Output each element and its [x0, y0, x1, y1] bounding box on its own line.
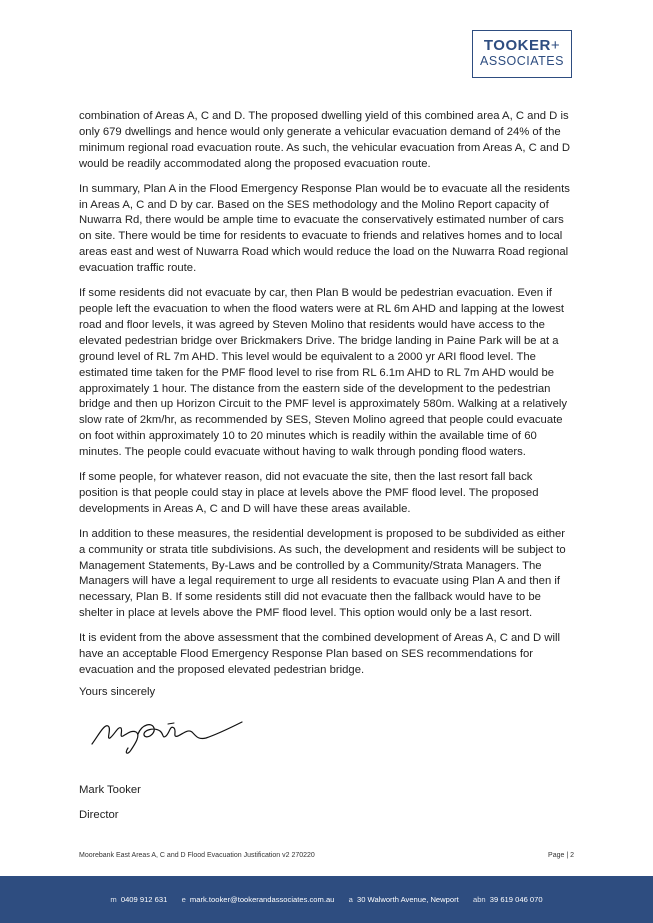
phone-number: 0409 912 631 — [120, 895, 168, 904]
paragraph-1: combination of Areas A, C and D. The proposed dwelling yield of this combined area A, C and D is only 679 dwellings and hence would only generate a vehicular evacuation demand of 24% of the minimum regional road evacuation route. As such, the vehicular evacuation from Areas A, C and D would be readily accommodated along the proposed evacuation route. — [79, 110, 571, 170]
paragraph-5: In addition to these measures, the residential development is proposed to be subdivided as either a community or strata title subdivisions. As such, the development and residents will be subject to Management Statements, By-Laws and be controlled by a Community/Strata Managers. The Managers will have a legal requirement to urge all residents to evacuate using Plan A and then if necessary, Plan B. If some residents still did not evacuate then the fallback would have to be shelter in place at levels above the PMF flood level. This option would only be a last resort. — [79, 527, 566, 620]
signatory-name: Mark Tooker — [79, 784, 141, 796]
logo-word-associates: ASSOCIATES — [480, 54, 564, 68]
address-label: a — [348, 895, 353, 904]
street-address: 30 Walworth Avenue, Newport — [357, 895, 459, 904]
company-logo — [472, 30, 572, 78]
document-reference: Moorebank East Areas A, C and D Flood Evacuation Justification v2 270220 — [79, 852, 315, 859]
email-label: e — [181, 895, 186, 904]
signature-image — [88, 710, 248, 760]
signatory-title: Director — [79, 809, 119, 821]
abn-label: abn — [472, 895, 486, 904]
abn-number: 39 619 046 070 — [489, 895, 543, 904]
logo-word-tooker: TOOKER — [483, 37, 551, 54]
page-number: Page | 2 — [548, 852, 574, 859]
phone-label: m — [110, 895, 117, 904]
paragraph-4: If some people, for whatever reason, did not evacuate the site, then the last resort fall back position is that people could stay in place at levels above the PMF flood level. The proposed developments in Areas A, C and D will have these areas available. — [79, 471, 539, 515]
paragraph-3: If some residents did not evacuate by car, then Plan B would be pedestrian evacuation. Even if people left the evacuation to when the flood waters were at RL 6m AHD and lapping at the lowest road and floor levels, it was agreed by Steven Molino that residents would have access to the elevated pedestrian bridge over Brickmakers Drive. The bridge landing in Paine Park will be at a ground level of RL 7m AHD. This level would be equivalent to a 2000 yr ARI flood level. The estimated time taken for the PMF flood level to rise from RL 6.1m AHD to RL 7m AHD would be approximately 1 hour. The distance from the eastern side of the development to the pedestrian bridge and then up Horizon Circuit to the PMF level is approximately 580m. Walking at a relatively slow rate of 2km/hr, as recommended by SES, Steven Molino agreed that people could evacuate on foot within approximately 10 to 20 minutes which is readily within the available time of 60 minutes. The people could evacuate without having to walk through ponding flood waters. — [79, 287, 568, 459]
logo-plus: + — [550, 37, 561, 54]
paragraph-6: It is evident from the above assessment that the combined development of Areas A, C and D will have an acceptable Flood Emergency Response Plan based on SES recommendations for evacuation and the proposed elevated pedestrian bridge. — [79, 632, 560, 676]
letter-body — [79, 109, 573, 688]
paragraph-2: In summary, Plan A in the Flood Emergency Response Plan would be to evacuate all the residents in Areas A, C and D by car. Based on the SES methodology and the Molino Report capacity of Nuwarra Rd, there would be ample time to evacuate the conservatively estimated number of cars on site. There would be time for residents to evacuate to friends and relatives homes and to local areas east and west of Nuwarra Road which would reduce the load on the Nuwarra Road regional evacuation traffic route. — [79, 182, 570, 275]
contact-footer-bar — [0, 876, 653, 923]
closing-salutation: Yours sincerely — [79, 686, 156, 698]
email-address[interactable]: mark.tooker@tookerandassociates.com.au — [189, 895, 335, 904]
